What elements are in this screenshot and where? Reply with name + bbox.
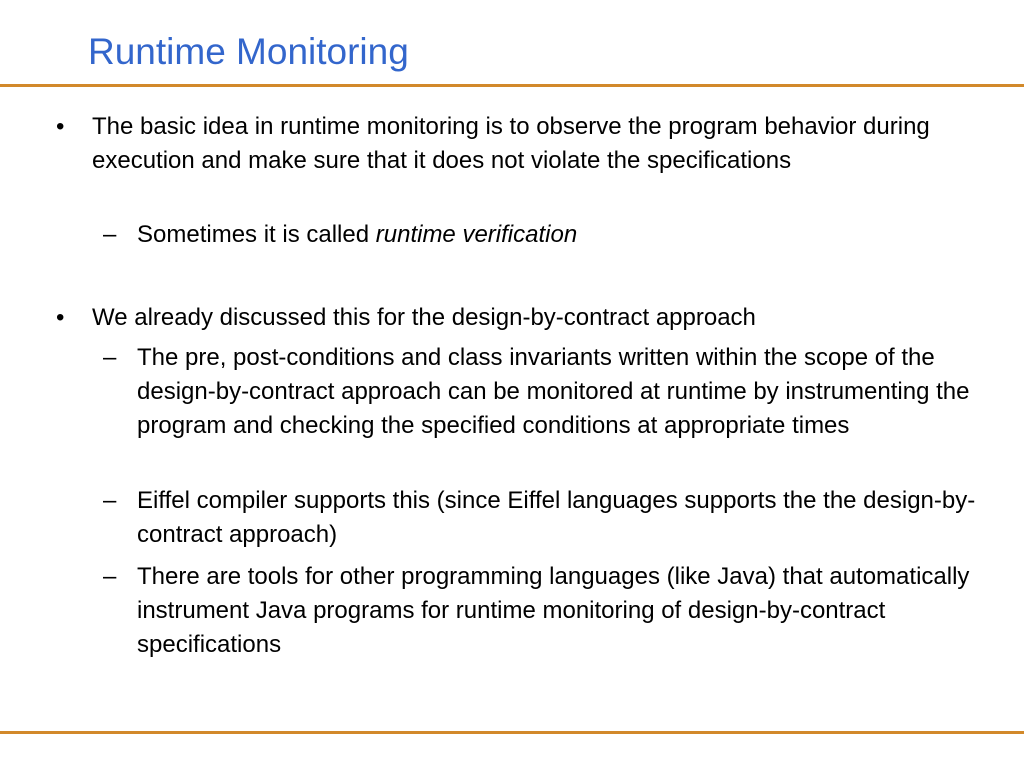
sub-bullet-text: Eiffel compiler supports this (since Eiffel languages supports the the design-by-contract approach) (137, 487, 976, 548)
sub-bullet-item (103, 341, 977, 443)
bullet-item (56, 110, 972, 178)
bullet-text: The basic idea in runtime monitoring is to observe the program behavior during execution and make sure that it does not violate the specifications (92, 113, 930, 174)
sub-bullet-marker: – (103, 563, 117, 590)
slide-title: Runtime Monitoring (88, 31, 409, 72)
sub-bullet-marker: – (103, 487, 117, 514)
sub-bullet-item (103, 560, 977, 662)
bullet-item (56, 301, 972, 335)
emphasized-term: runtime verification (375, 221, 578, 248)
sub-bullet-text: The pre, post-conditions and class invariants written within the scope of the design-by-contract approach can be monitored at runtime by instrumenting the program and checking the specified conditions at appropriate times (137, 344, 970, 439)
sub-bullet-item (103, 484, 977, 552)
sub-bullet-item (103, 218, 977, 252)
sub-bullet-marker: – (103, 344, 117, 371)
sub-bullet-text: There are tools for other programming languages (like Java) that automatically instrument Java programs for runtime monitoring of design-by-contract specifications (137, 563, 970, 658)
bullet-text: We already discussed this for the design-by-contract approach (92, 304, 756, 331)
sub-bullet-marker: – (103, 221, 117, 248)
sub-bullet-text: Sometimes it is called (137, 221, 376, 248)
bullet-marker: • (56, 304, 65, 331)
bullet-marker: • (56, 113, 65, 140)
footer-divider (0, 731, 1024, 734)
